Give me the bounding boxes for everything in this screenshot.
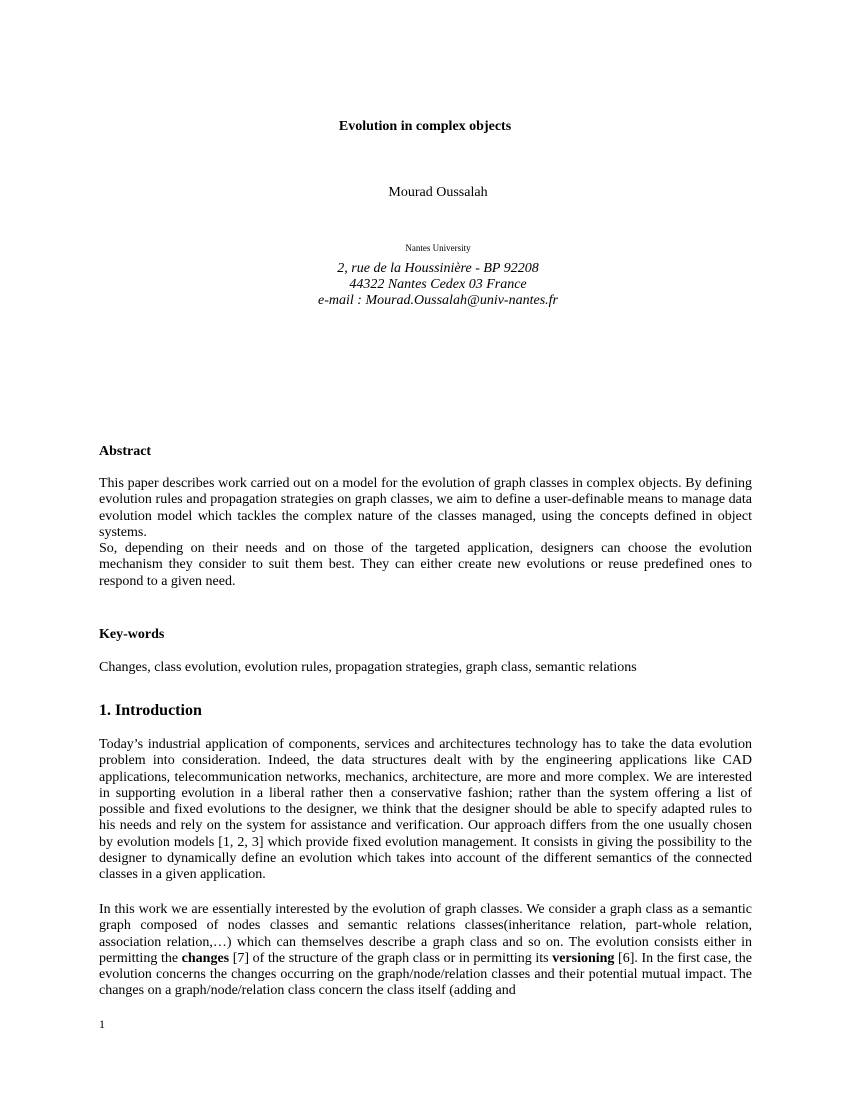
introduction-body — [99, 902, 752, 1000]
page-number: 1 — [99, 1017, 105, 1031]
keywords-heading: Key-words — [99, 627, 165, 642]
author-affiliation: Nantes University — [405, 243, 471, 253]
author-address — [0, 261, 850, 309]
emphasis-versioning: versioning — [552, 950, 615, 966]
address-line: 2, rue de la Houssinière - BP 92208 — [337, 261, 539, 276]
introduction-body — [99, 737, 752, 884]
address-line: 44322 Nantes Cedex 03 France — [349, 277, 527, 292]
paragraph-text: [7] of the structure of the graph class or in permitting its — [229, 950, 553, 966]
paper-title: Evolution in complex objects — [338, 119, 512, 134]
email-line: e-mail : Mourad.Oussalah@univ-nantes.fr — [318, 293, 558, 308]
introduction-heading: 1. Introduction — [99, 702, 202, 719]
abstract-paragraph: This paper describes work carried out on a model for the evolution of graph classes in complex objects. By defining evolution rules and propagation strategies on graph classes, we aim to define a user-definable means to manage data evolution model which tackles the complex nature of the classes managed, using the concepts defined in object systems. — [99, 476, 752, 540]
abstract-body — [99, 476, 752, 590]
introduction-paragraph — [99, 902, 752, 1000]
abstract-paragraph: So, depending on their needs and on those of the targeted application, designers can choose the evolution mechanism they consider to suit them best. They can either create new evolutions or reuse predefined ones to respond to a given need. — [99, 541, 752, 589]
paragraph-text: [6]. In the first case, the evolution concerns the changes occurring on the graph/node/relation classes and their potential mutual impact. The changes on a graph/node/relation class concern the class itself (adding and — [99, 950, 752, 999]
abstract-heading: Abstract — [99, 444, 152, 459]
paragraph-text: In this work we are essentially interested by the evolution of graph classes. We consider a graph class as a semantic graph composed of nodes classes and semantic relations classes(inheritance relation, part-whole relation, association relation,…) which can themselves describe a graph class and so on. The evolution consists either in permitting the — [99, 902, 752, 966]
keywords-text: Changes, class evolution, evolution rules, propagation strategies, graph class, semantic relations — [99, 660, 637, 675]
author-name: Mourad Oussalah — [388, 185, 488, 200]
emphasis-changes: changes — [181, 950, 230, 966]
introduction-paragraph: Today’s industrial application of components, services and architectures technology has to take the data evolution problem into consideration. Indeed, the data structures dealt with by the engineering applications like CAD applications, telecommunication networks, mechanics, architecture, are more and more complex. We are interested in supporting evolution in a liberal rather then a conservative fashion; rather than the system offering a list of possible and fixed evolutions to the designer, we think that the designer should be able to specify adapted rules to his needs and rely on the system for assistance and verification. Our approach differs from the one usually chosen by evolution models [1, 2, 3] which provide fixed evolution management. It consists in giving the possibility to the designer to dynamically define an evolution which takes into account of the different semantics of the connected classes in a given application. — [99, 737, 752, 883]
